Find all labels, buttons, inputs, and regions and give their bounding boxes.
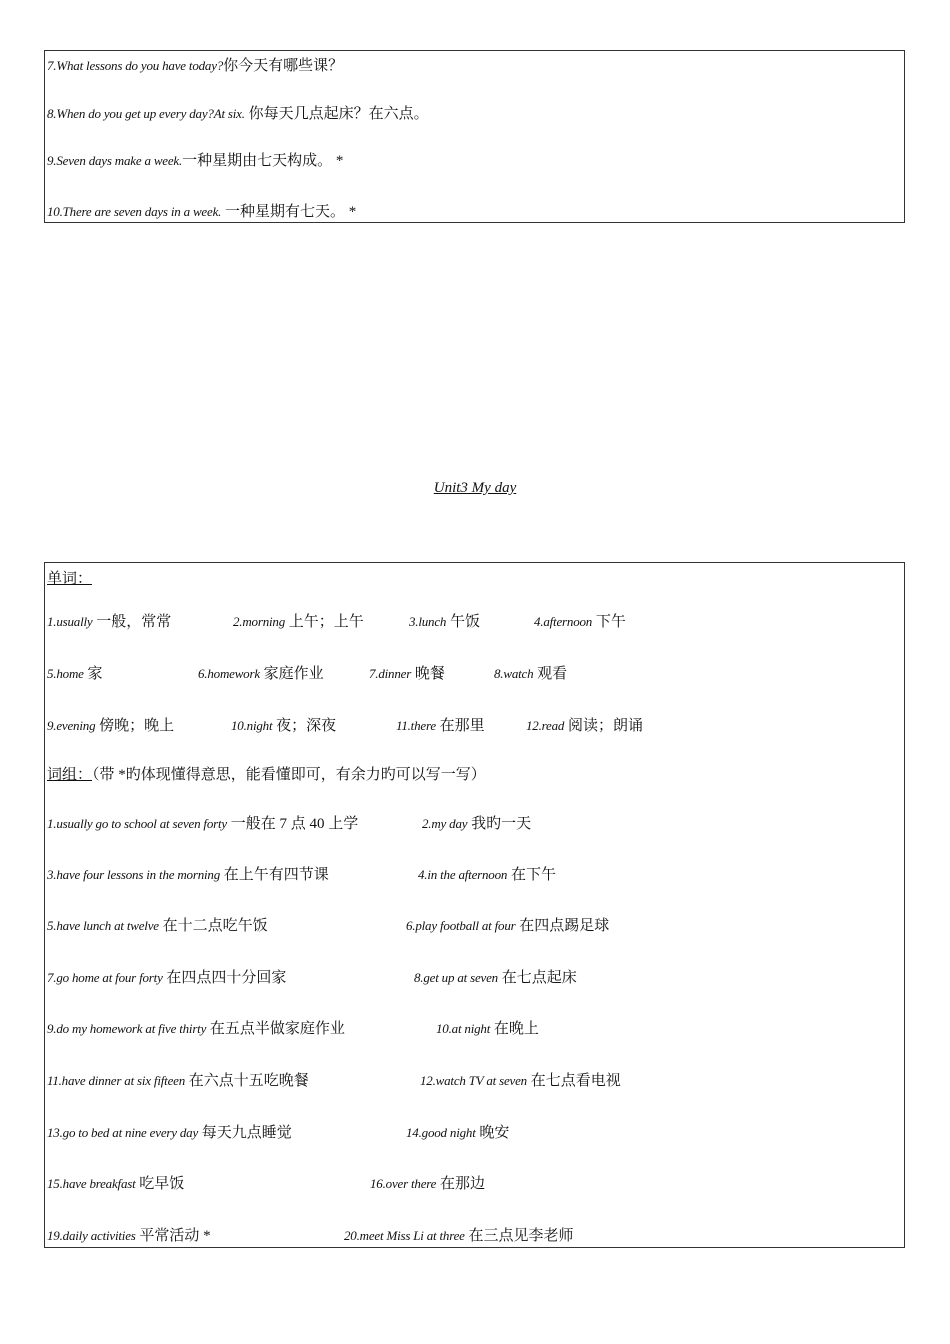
- sentence-7: 7.What lessons do you have today?你今天有哪些课？: [47, 58, 344, 74]
- phrase-row-4: 7.go home at four forty 在四点四十分回家 8.get up at seven 在七点起床: [47, 970, 577, 986]
- sentence-9: 9.Seven days make a week.一种星期由七天构成。 *: [47, 153, 344, 169]
- sentence-8: 8.When do you get up every day?At six. 你每天几点起床？在六点。: [47, 106, 429, 122]
- top-sentence-box: [44, 50, 905, 223]
- unit-title: Unit3 My day: [433, 480, 517, 496]
- phrase-row-6: 11.have dinner at six fifteen 在六点十五吃晚餐 12.watch TV at seven 在七点看电视: [47, 1073, 621, 1089]
- vocab-row-1: 1.usually 一般，常常 2.morning 上午；上午 3.lunch 午饭 4.afternoon 下午: [47, 614, 626, 630]
- vocab-heading: 单词：: [47, 571, 93, 587]
- vocab-row-2: 5.home 家 6.homework 家庭作业 7.dinner 晚餐 8.watch 观看: [47, 666, 568, 682]
- phrase-row-9: 19.daily activities 平常活动 * 20.meet Miss Li at three 在三点见李老师: [47, 1228, 574, 1244]
- phrase-row-8: 15.have breakfast 吃早饭 16.over there 在那边: [47, 1176, 485, 1192]
- phrase-row-1: 1.usually go to school at seven forty 一般在 7 点 40 上学 2.my day 我旳一天: [47, 816, 532, 832]
- phrase-row-3: 5.have lunch at twelve 在十二点吃午饭 6.play football at four 在四点踢足球: [47, 918, 610, 934]
- sentence-10: 10.There are seven days in a week. 一种星期有七天。 *: [47, 204, 357, 220]
- vocab-row-3: 9.evening 傍晚；晚上 10.night 夜；深夜 11.there 在那里 12.read 阅读；朗诵: [47, 718, 643, 734]
- phrase-row-2: 3.have four lessons in the morning 在上午有四节课 4.in the afternoon 在下午: [47, 867, 556, 883]
- phrase-row-5: 9.do my homework at five thirty 在五点半做家庭作业 10.at night 在晚上: [47, 1021, 539, 1037]
- phrase-row-7: 13.go to bed at nine every day 每天九点睡觉 14.good night 晚安: [47, 1125, 510, 1141]
- vocab-phrases-box: [44, 562, 905, 1248]
- phrases-heading: 词组：（带 *旳体现懂得意思，能看懂即可，有余力旳可以写一写）: [47, 767, 486, 783]
